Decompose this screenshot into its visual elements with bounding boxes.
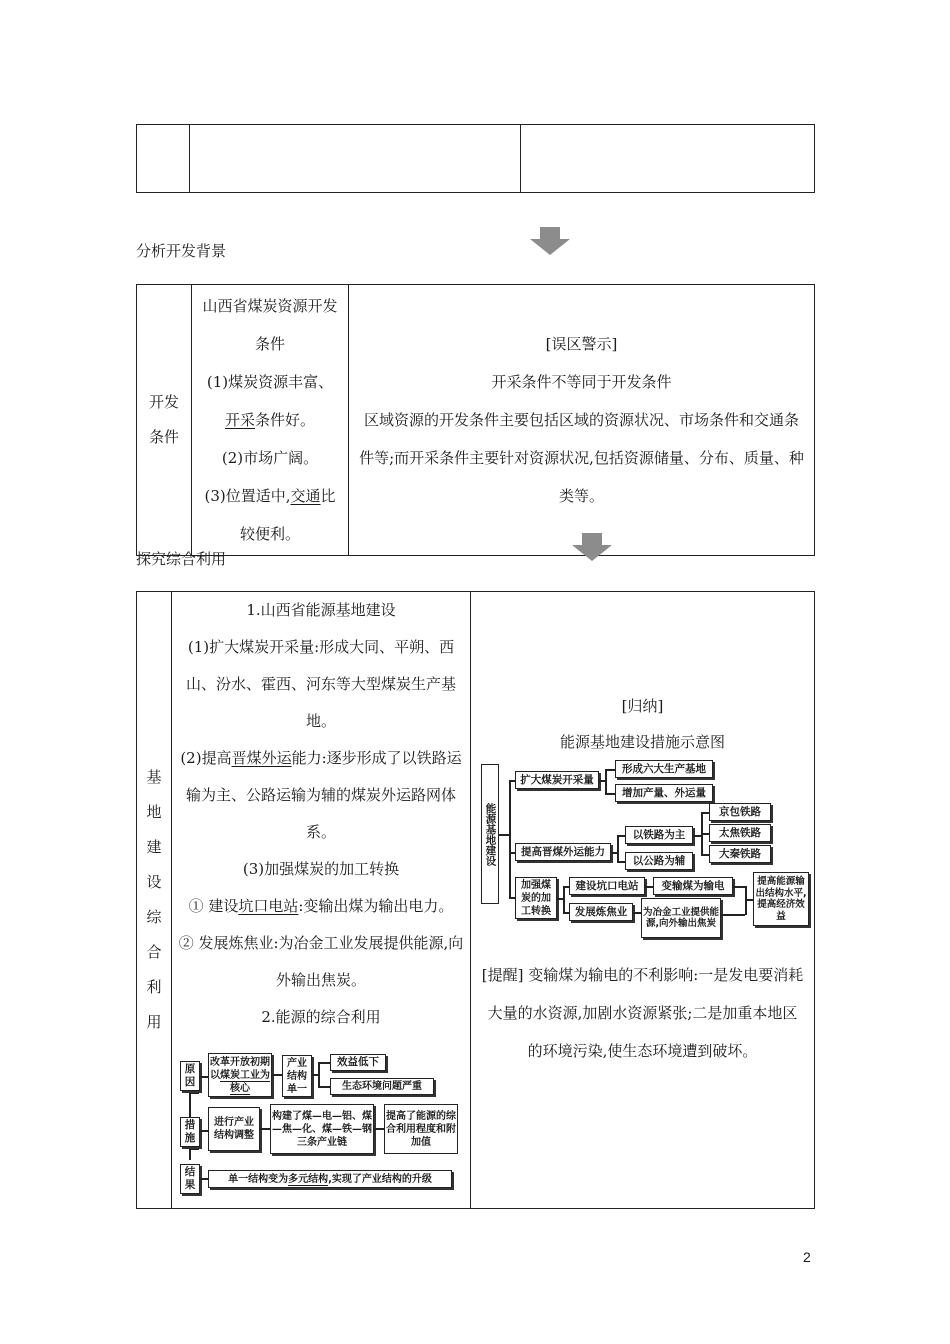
- base-label: 基地建设综合利用: [146, 768, 162, 1031]
- base-construction-table: [136, 591, 815, 1209]
- misconception-cell: [349, 285, 815, 556]
- expand-mining-box: 扩大煤炭开采量: [515, 771, 599, 789]
- adjust-structure-box: 进行产业结构调整: [208, 1107, 260, 1151]
- improve-utilization-box: 提高了能源的综合利用程度和附加值: [384, 1104, 458, 1154]
- base-middle-text: [172, 592, 470, 1036]
- measure-3-1-post: :变输出煤为输出电力。: [298, 897, 454, 915]
- down-arrow-icon: [572, 533, 612, 561]
- energy-base-root: 能源基地建设: [481, 764, 499, 904]
- conditions-title: 山西省煤炭资源开发条件: [202, 297, 338, 353]
- tip-body: 变输煤为输电的不利影响:一是发电要消耗大量的水资源,加剧水资源紧张;二是加重本地区的环境污染,使生态环境遭到破坏。: [487, 966, 804, 1060]
- summary-header: [471, 688, 814, 760]
- result-box: 结果: [180, 1164, 200, 1194]
- development-conditions-table: [136, 284, 815, 556]
- result-text-pre: 单一结构变为: [228, 1173, 289, 1185]
- measure-3: (3)加强煤炭的加工转换: [242, 860, 400, 878]
- measure-3-1-pre: ① 建设: [188, 897, 239, 915]
- summary-heading: 能源基地建设措施示意图: [559, 733, 725, 751]
- output-upgrade-box: 提高能源输出结构水平,提高经济效益: [753, 872, 809, 926]
- measure-2-pre: (2)提高: [180, 749, 232, 767]
- measure-3-1: [178, 888, 464, 925]
- reason-box: 原因: [180, 1061, 200, 1091]
- reason-text-box: [208, 1053, 272, 1097]
- measure-2: [178, 740, 464, 851]
- base-label-cell: [137, 592, 172, 1209]
- top-table-cell-3: [521, 125, 815, 193]
- section-title-utilization: 探究综合利用: [136, 550, 227, 568]
- cond-item1-underline: 开采: [224, 411, 255, 429]
- top-table-cell-1: [137, 125, 190, 193]
- daqin-railway: 大秦铁路: [709, 845, 771, 863]
- result-text-post: ,实现了产业结构的升级: [328, 1173, 432, 1185]
- cond-item3-post: 比较便利。: [239, 487, 336, 543]
- measure-3-2: ② 发展炼焦业:为冶金工业发展提供能源,向外输出焦炭。: [178, 934, 464, 989]
- road-aux-box: 以公路为辅: [625, 852, 693, 870]
- conditions-label-cell: [137, 285, 192, 556]
- summary-tag: [归纳]: [621, 697, 664, 715]
- down-arrow-icon: [530, 227, 570, 255]
- increase-output-box: 增加产量、外运量: [615, 784, 713, 802]
- result-text-underline: 多元结构: [288, 1173, 329, 1185]
- misconception-text: [357, 325, 806, 515]
- base-middle-cell: [172, 592, 471, 1209]
- misconception-heading: 开采条件不等同于开发条件: [491, 373, 672, 391]
- pithead-plant-box: 建设坑口电站: [569, 877, 645, 895]
- reason-text-pre: 改革开放初期以: [210, 1056, 270, 1081]
- section-title-background: 分析开发背景: [136, 242, 227, 260]
- measure-3-1-underline: 坑口电站: [238, 897, 299, 915]
- energy-base-heading: 1.山西省能源基地建设: [246, 601, 396, 619]
- structure-upgrade-box: [208, 1170, 452, 1188]
- measure-2-post: 能力:逐步形成了以铁路运输为主、公路运输为辅的煤炭外运路网体系。: [185, 749, 462, 841]
- conditions-label: 开发条件: [148, 393, 179, 446]
- six-bases-box: 形成六大生产基地: [615, 760, 713, 778]
- energy-base-diagram: [481, 762, 811, 942]
- taijiao-railway: 太焦铁路: [709, 824, 771, 842]
- misconception-tag: [误区警示]: [545, 335, 618, 353]
- cond-item1-pre: (1)煤炭资源丰富、: [206, 373, 334, 391]
- coking-box: 发展炼焦业: [569, 903, 633, 921]
- measure-1: (1)扩大煤炭开采量:形成大同、平朔、西山、汾水、霍西、河东等大型煤炭生产基地。: [185, 638, 456, 730]
- summary-cell: [471, 592, 815, 1209]
- conditions-middle-cell: [192, 285, 349, 556]
- coal-to-power-box: 变输煤为输电: [653, 877, 733, 895]
- tip-text: [481, 956, 804, 1070]
- eco-problem-box: 生态环境问题严重: [330, 1078, 434, 1095]
- single-structure-box: 产业结构单一: [282, 1055, 312, 1097]
- rail-main-box: 以铁路为主: [625, 826, 693, 844]
- cond-item3-pre: (3)位置适中,: [204, 487, 291, 505]
- misconception-body: 区域资源的开发条件主要包括区域的资源状况、市场条件和交通条件等;而开采条件主要针对资源状况,包括资源储量、分布、质量、种类等。: [359, 411, 804, 505]
- jingbao-railway: 京包铁路: [709, 803, 771, 821]
- comprehensive-heading: 2.能源的综合利用: [261, 1008, 381, 1026]
- cond-item2: (2)市场广阔。: [221, 449, 319, 467]
- tip-label: [提醒]: [481, 966, 524, 984]
- measure-2-underline: 晋煤外运: [231, 749, 292, 767]
- cond-item1-post: 条件好。: [255, 411, 316, 429]
- improve-transport-box: 提高晋煤外运能力: [515, 843, 611, 861]
- reason-text-underline: 煤炭工业为核心: [220, 1069, 270, 1094]
- processing-box: 加强煤炭的加工转换: [515, 877, 557, 919]
- top-table-cell-2: [190, 125, 521, 193]
- conditions-text: [200, 287, 340, 553]
- top-table: [136, 124, 815, 193]
- low-efficiency-box: 效益低下: [330, 1054, 386, 1071]
- page-number: 2: [803, 1249, 811, 1265]
- industry-chain-box: 构建了煤—电—铝、煤—焦—化、煤—铁—钢三条产业链: [270, 1104, 374, 1154]
- metallurgy-box: 为冶金工业提供能源,向外输出焦炭: [641, 898, 721, 938]
- utilization-diagram: [178, 1052, 464, 1200]
- cond-item3-underline: 交通: [290, 487, 321, 505]
- measure-box: 措施: [180, 1117, 200, 1147]
